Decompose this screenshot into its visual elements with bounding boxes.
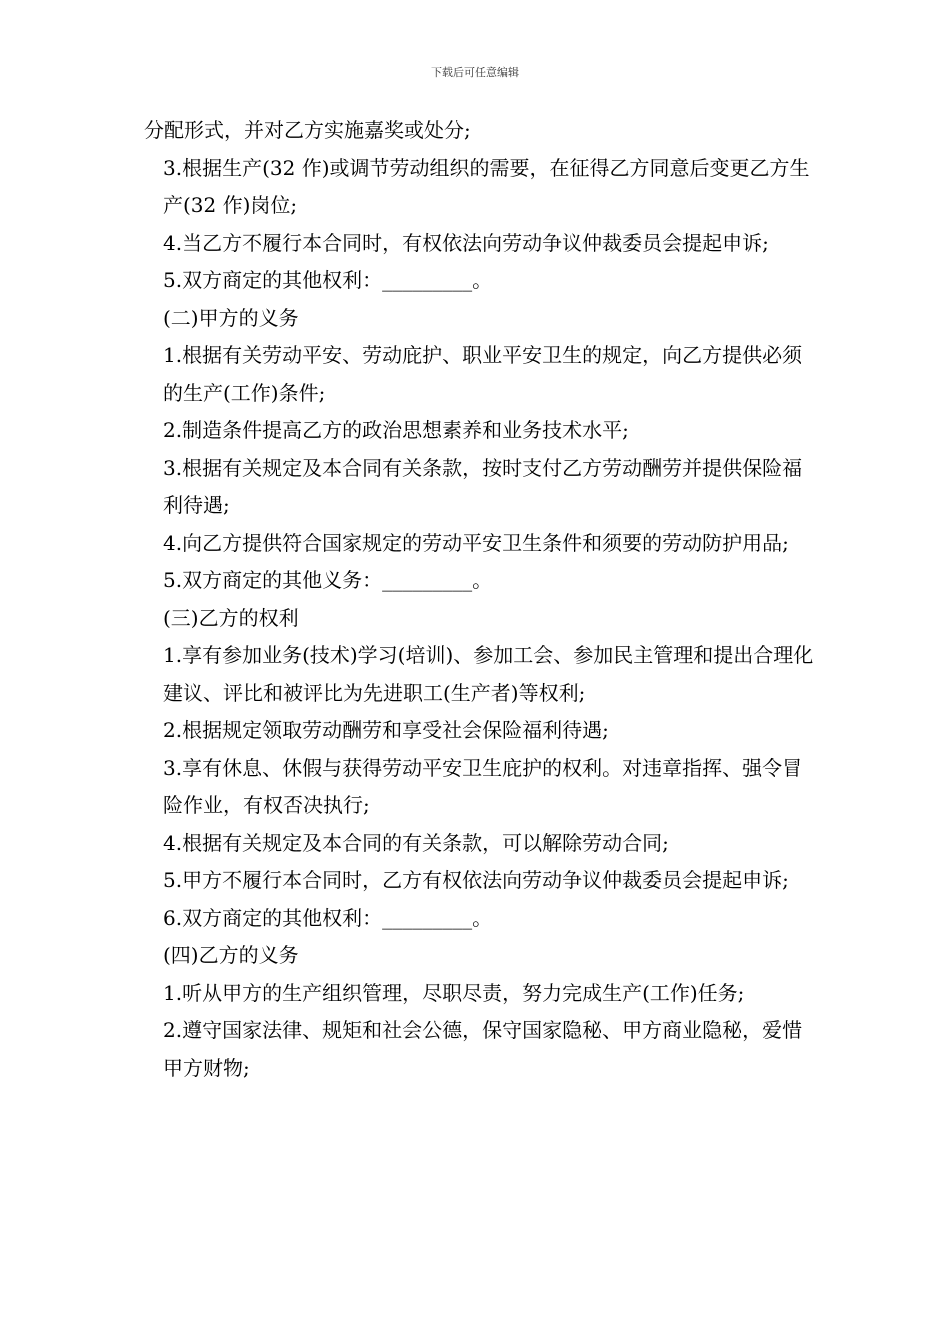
paragraph: 4.向乙方提供符合国家规定的劳动平安卫生条件和须要的劳动防护用品; <box>163 530 789 555</box>
paragraph: 3.享有休息、休假与获得劳动平安卫生庇护的权利。对违章指挥、强令冒险作业，有权否决执行; <box>163 755 803 817</box>
paragraph: 6.双方商定的其他权利：_________。 <box>163 905 493 930</box>
paragraph: 3.根据生产(32 作)或调节劳动组织的需要，在征得乙方同意后变更乙方生产(32 作)岗位; <box>163 155 810 217</box>
paragraph: 分配形式，并对乙方实施嘉奖或处分; <box>144 118 471 142</box>
paragraph: (三)乙方的权利 <box>163 605 299 630</box>
paragraph: 1.听从甲方的生产组织管理，尽职尽责，努力完成生产(工作)任务; <box>163 980 745 1005</box>
paragraph: 2.制造条件提高乙方的政治思想素养和业务技术水平; <box>163 418 629 442</box>
paragraph: 3.根据有关规定及本合同有关条款，按时支付乙方劳动酬劳并提供保险福利待遇; <box>163 455 803 517</box>
paragraph: 1.根据有关劳动平安、劳动庇护、职业平安卫生的规定，向乙方提供必须的生产(工作)条件; <box>163 343 803 405</box>
paragraph: 4.当乙方不履行本合同时，有权依法向劳动争议仲裁委员会提起申诉; <box>163 230 769 255</box>
document-body <box>144 112 814 1087</box>
paragraph: 5.双方商定的其他权利：_________。 <box>163 268 493 292</box>
paragraph: 4.根据有关规定及本合同的有关条款，可以解除劳动合同; <box>163 830 669 855</box>
paragraph: 1.享有参加业务(技术)学习(培训)、参加工会、参加民主管理和提出合理化建议、评比和被评比为先进职工(生产者)等权利; <box>163 643 814 705</box>
paragraph: (四)乙方的义务 <box>163 943 299 967</box>
paragraph: 2.遵守国家法律、规矩和社会公德，保守国家隐秘、甲方商业隐秘，爱惜甲方财物; <box>163 1018 803 1080</box>
page-header: 下载后可任意编辑 <box>431 66 519 79</box>
paragraph: 5.双方商定的其他义务：_________。 <box>163 568 493 592</box>
paragraph: (二)甲方的义务 <box>163 305 299 330</box>
paragraph: 5.甲方不履行本合同时，乙方有权依法向劳动争议仲裁委员会提起申诉; <box>163 868 789 892</box>
paragraph: 2.根据规定领取劳动酬劳和享受社会保险福利待遇; <box>163 718 609 742</box>
